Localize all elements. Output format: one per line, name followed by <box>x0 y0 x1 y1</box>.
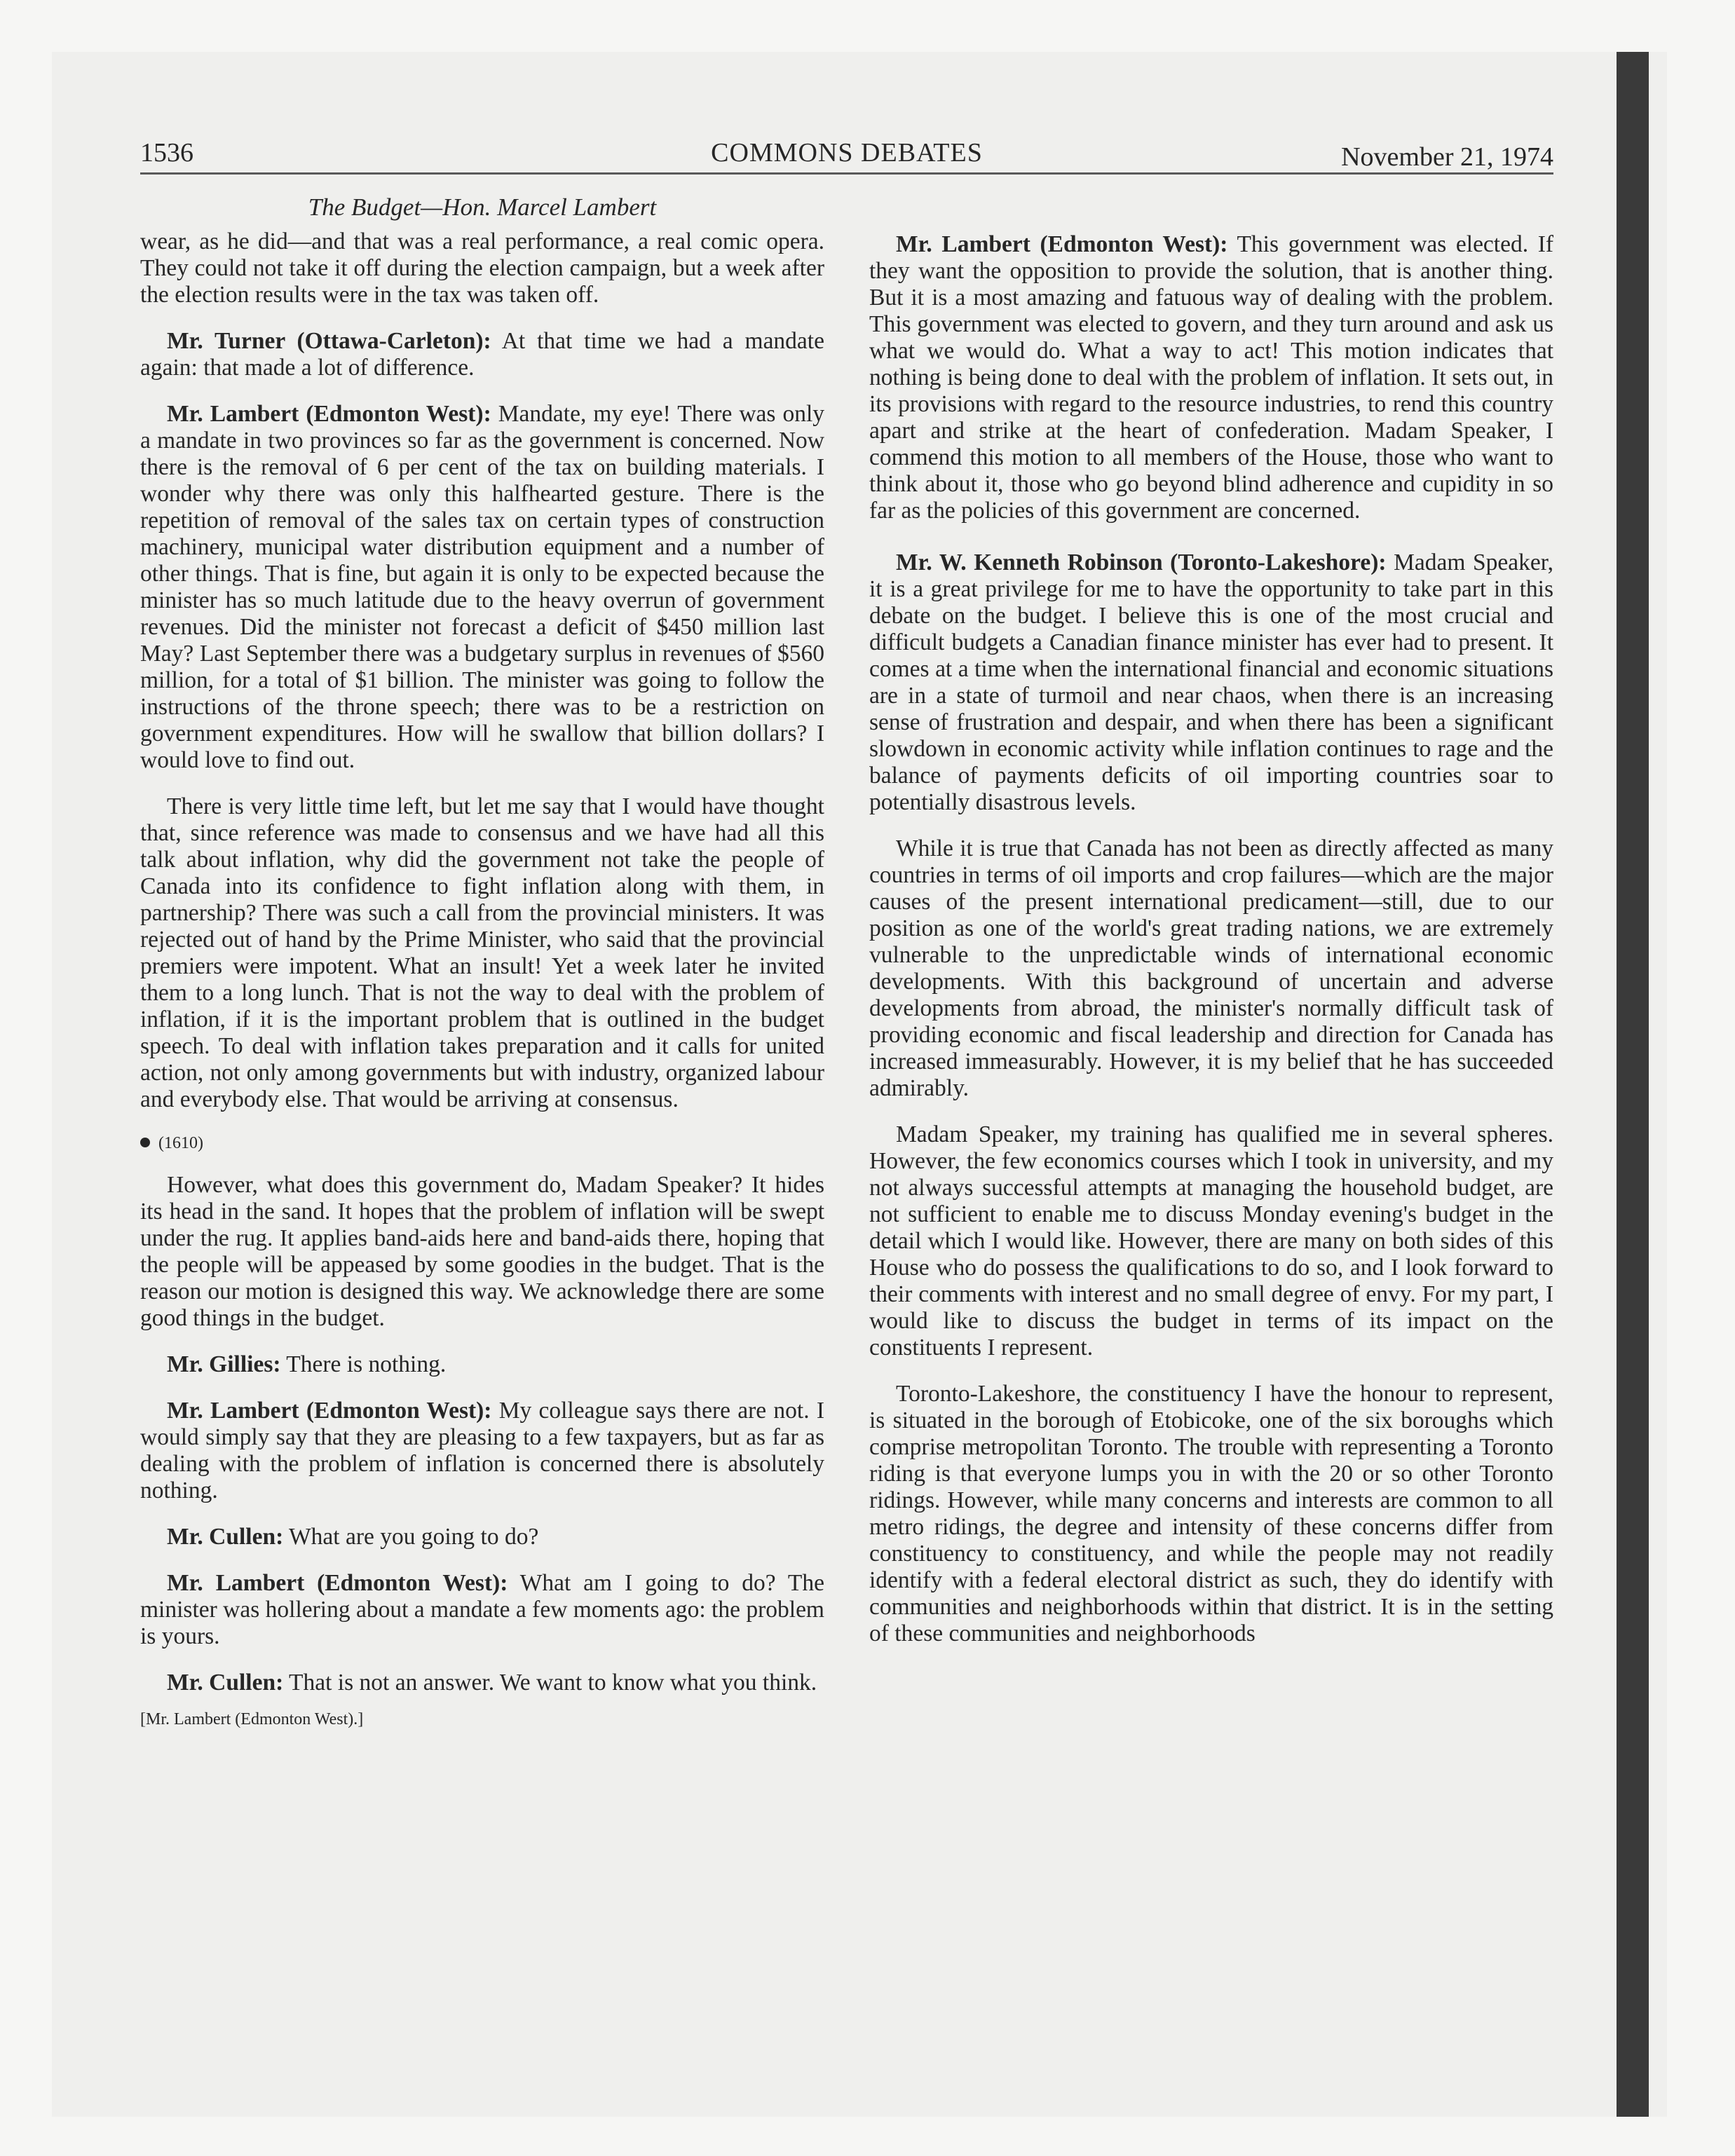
speech-text: That is not an answer. We want to know what you think. <box>283 1670 817 1696</box>
page-number: 1536 <box>140 138 193 168</box>
speech-text: What are you going to do? <box>283 1524 539 1550</box>
speaker-name: Mr. Lambert (Edmonton West): <box>167 1570 508 1596</box>
page-header <box>140 137 1553 175</box>
bullet-icon <box>140 1138 150 1147</box>
speaker-name: Mr. Lambert (Edmonton West): <box>167 1398 492 1424</box>
speech-paragraph <box>140 1398 824 1504</box>
speaker-name: Mr. Lambert (Edmonton West): <box>167 401 491 427</box>
time-marker <box>140 1133 824 1154</box>
running-head: The Budget—Hon. Marcel Lambert <box>308 193 657 221</box>
paragraph: There is very little time left, but let me say that I would have thought that, since reference was made to consensus and we have had all this talk about inflation, why did the government not take the people of Canada into its confidence to fight inflation along with them, in partnership? There was such a call from the provincial ministers. It was rejected out of hand by the Prime Minister, who said that the provincial premiers were impotent. What an insult! Yet a week later he invited them to a long lunch. That is not the way to deal with the problem of inflation, if it is the important problem that is outlined in the budget speech. To deal with inflation takes preparation and it calls for united action, not only among governments but with industry, organized labour and everybody else. That would be arriving at consensus. <box>140 793 824 1112</box>
speech-text: At that time we had a mandate again: that made a lot of difference. <box>140 328 824 381</box>
paragraph: wear, as he did—and that was a real performance, a real comic opera. They could not take it off during the election campaign, but a week after the election results were in the tax was taken off. <box>140 228 824 308</box>
speaker-name: Mr. W. Kenneth Robinson (Toronto-Lakeshore): <box>896 550 1387 575</box>
speech-text: Mandate, my eye! There was only a mandate in two provinces so far as the government is concerned. Now there is the removal of 6 per cent of the tax on building materials. I wonder why there was only this halfhearted gesture. There is the repetition of removal of the sales tax on certain types of construction machinery, municipal water distribution equipment and a number of other things. That is fine, but again it is only to be expected because the minister has so much latitude due to the heavy overrun of government revenues. Did the minister not forecast a deficit of $450 million last May? Last September there was a budgetary surplus in revenues of $560 million, for a total of $1 billion. The minister was going to follow the instructions of the throne speech; there was to be a restriction on government expenditures. How will he swallow that billion dollars? I would love to find out. <box>140 401 825 773</box>
paragraph: While it is true that Canada has not been as directly affected as many countries in terms of oil imports and crop failures—which are the major causes of the present international predicament—still, due to our position as one of the world's great trading nations, we are extremely vulnerable to the unpredictable winds of international economic developments. With this background of uncertain and adverse developments from abroad, the minister's normally difficult task of providing economic and fiscal leadership and direction for Canada has increased immeasurably. However, it is my belief that he has succeeded admirably. <box>869 835 1553 1101</box>
paragraph: Madam Speaker, my training has qualified me in several spheres. However, the few economics courses which I took in university, and my not always successful attempts at managing the household budget, are not sufficient to enable me to discuss Monday evening's budget in the detail which I would like. However, there are many on both sides of this House who do possess the qualifications to do so, and I look forward to their comments with interest and no small degree of envy. For my part, I would like to discuss the budget in terms of its impact on the constituents I represent. <box>869 1121 1553 1360</box>
speech-paragraph <box>869 550 1553 816</box>
speaker-name: Mr. Gillies: <box>167 1351 281 1377</box>
right-column <box>869 231 1553 1667</box>
issue-date: November 21, 1974 <box>1341 142 1553 172</box>
journal-title: COMMONS DEBATES <box>711 138 983 168</box>
speaker-name: Mr. Cullen: <box>167 1524 284 1550</box>
speech-paragraph <box>140 401 824 774</box>
speech-paragraph <box>140 1351 824 1378</box>
paragraph: However, what does this government do, Madam Speaker? It hides its head in the sand. It hopes that the problem of inflation will be swept under the rug. It applies band-aids here and band-aids there, hoping that the people will be appeased by some goodies in the budget. That is the reason our motion is designed this way. We acknowledge there are some good things in the budget. <box>140 1172 824 1331</box>
speaker-footnote: [Mr. Lambert (Edmonton West).] <box>140 1710 364 1728</box>
left-column <box>140 228 824 1730</box>
speech-text: What am I going to do? The minister was hollering about a mandate a few moments ago: the problem is yours. <box>140 1570 825 1649</box>
speech-paragraph <box>869 231 1553 524</box>
speaker-name: Mr. Turner (Ottawa-Carleton): <box>167 328 491 354</box>
page-binding-edge <box>1617 52 1649 2117</box>
time-marker-text: (1610) <box>158 1134 203 1152</box>
speech-paragraph <box>140 1570 824 1650</box>
speech-text: This government was elected. If they want the opposition to provide the solution, that is another thing. But it is a most amazing and fatuous way of dealing with the problem. This government was elected to govern, and they turn around and ask us what we would do. What a way to act! This motion indicates that nothing is being done to deal with the problem of inflation. It sets out, in its provisions with regard to the resource industries, to rend this country apart and strike at the heart of confederation. Madam Speaker, I commend this motion to all members of the House, those who want to think about it, those who go beyond blind adherence and cupidity in so far as the policies of this government are concerned. <box>869 231 1554 524</box>
speech-text: My colleague says there are not. I would simply say that they are pleasing to a few taxpayers, but as far as dealing with the problem of inflation is concerned there is absolutely nothing. <box>140 1398 824 1503</box>
speech-text: Madam Speaker, it is a great privilege for me to have the opportunity to take part in this debate on the budget. I believe this is one of the most crucial and difficult budgets a Canadian finance minister has ever had to present. It comes at a time when the international financial and economic situations are in a state of turmoil and near chaos, when there is an increasing sense of frustration and despair, and when there has been a significant slowdown in economic activity while inflation continues to rage and the balance of payments deficits of oil importing countries soar to potentially disastrous levels. <box>869 550 1553 815</box>
speech-paragraph <box>140 1670 824 1696</box>
paragraph: Toronto-Lakeshore, the constituency I have the honour to represent, is situated in the borough of Etobicoke, one of the six boroughs which comprise metropolitan Toronto. The trouble with representing a Toronto riding is that everyone lumps you in with the 20 or so other Toronto ridings. However, while many concerns and interests are common to all metro ridings, the degree and intensity of these concerns differ from constituency to constituency, and while the people may not readily identify with a federal electoral district as such, they do identify with communities and neighborhoods within that district. It is in the setting of these communities and neighborhoods <box>869 1381 1553 1646</box>
speech-paragraph <box>140 328 824 381</box>
speaker-name: Mr. Lambert (Edmonton West): <box>896 231 1228 257</box>
speaker-name: Mr. Cullen: <box>167 1670 284 1696</box>
speech-text: There is nothing. <box>280 1351 447 1377</box>
speech-paragraph <box>140 1524 824 1550</box>
